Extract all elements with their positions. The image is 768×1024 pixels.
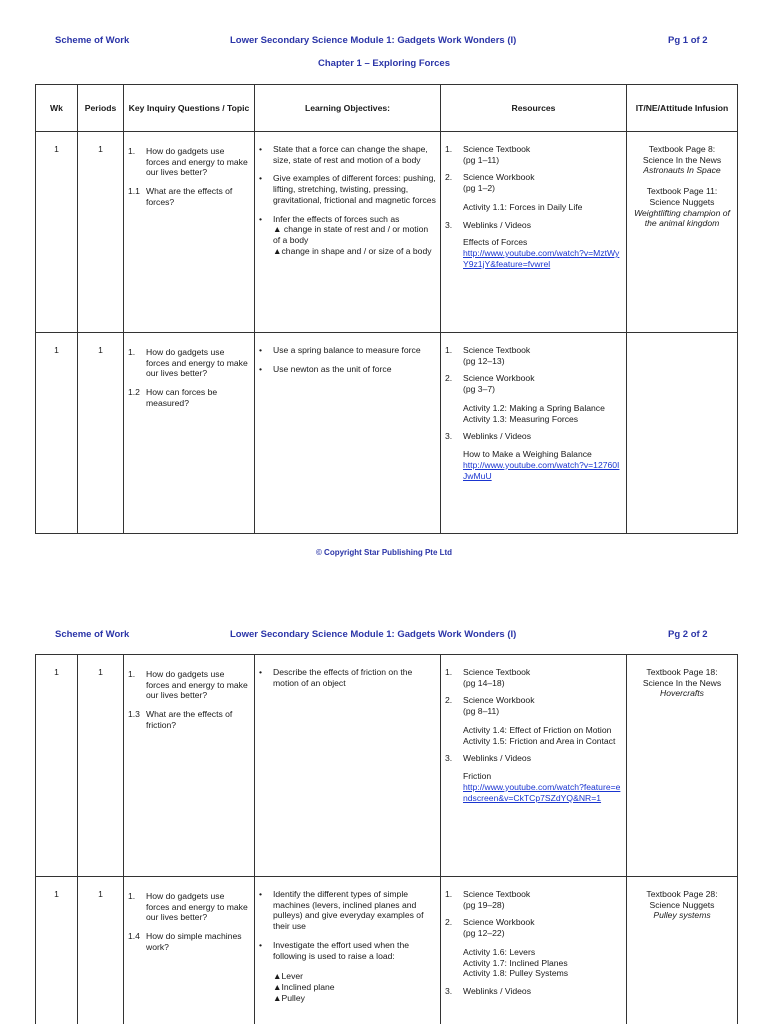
inquiry-cell xyxy=(124,132,255,333)
inquiry-cell xyxy=(124,333,255,534)
table-row xyxy=(36,877,738,1024)
objective-item: • Infer the effects of forces such as ▲ change in state of rest and / or motion of a body ▲change in shape and / or size of a body xyxy=(259,213,432,256)
inquiry-question: 1. How do gadgets use forces and energy to make our lives better? xyxy=(128,891,248,923)
col-header-infusion: IT/NE/Attitude Infusion xyxy=(627,85,738,132)
activity-list: Activity 1.6: Levers Activity 1.7: Inclined Planes Activity 1.8: Pulley Systems xyxy=(463,946,569,979)
resource-item: 3. Weblinks / Videos xyxy=(445,431,531,442)
infusion-text: Textbook Page 28: xyxy=(646,889,718,899)
periods-cell: 1 xyxy=(78,655,124,877)
objective-item: • State that a force can change the shape, size, state of rest and motion of a body xyxy=(259,144,428,165)
wk-cell: 1 xyxy=(36,655,78,877)
periods-cell: 1 xyxy=(78,132,124,333)
resource-item: 3. Weblinks / Videos xyxy=(445,753,531,764)
inquiry-topic: 1.4 How do simple machines work? xyxy=(128,931,242,952)
infusion-text: Astronauts In Space xyxy=(643,165,721,176)
video-link[interactable]: http://www.youtube.com/watch?v=MztWyY9z1jY&feature=fvwrel xyxy=(463,248,620,269)
resource-item: 2. Science Workbook (pg 8–11) xyxy=(445,695,535,717)
infusion-cell xyxy=(627,655,738,877)
resources-cell xyxy=(441,333,627,534)
col-header-learning-objectives: Learning Objectives: xyxy=(255,85,441,132)
resource-item: 2. Science Workbook (pg 3–7) xyxy=(445,373,535,395)
resource-item: 1. Science Textbook (pg 1–11) xyxy=(445,144,531,165)
inquiry-question: 1. How do gadgets use forces and energy to make our lives better? xyxy=(128,347,248,379)
col-header-periods: Periods xyxy=(78,85,124,132)
resources-cell xyxy=(441,132,627,333)
table-row xyxy=(36,132,738,333)
wk-cell: 1 xyxy=(36,333,78,534)
wk-cell: 1 xyxy=(36,877,78,1024)
infusion-text: Science Nuggets xyxy=(649,899,715,910)
table-row xyxy=(36,333,738,534)
video-resource xyxy=(445,771,622,803)
col-header-resources: Resources xyxy=(441,85,627,132)
table-header-row xyxy=(36,85,738,132)
resource-item: 2. Science Workbook (pg 1–2) xyxy=(445,172,535,194)
scheme-table-page1 xyxy=(35,84,738,534)
infusion-text: Textbook Page 11: xyxy=(646,186,718,197)
video-title: Effects of Forces xyxy=(463,237,528,248)
video-resource xyxy=(445,237,622,269)
activity-list: Activity 1.2: Making a Spring Balance Activity 1.3: Measuring Forces xyxy=(463,402,605,424)
infusion-cell xyxy=(627,333,738,534)
infusion-text: Hovercrafts xyxy=(660,688,704,699)
video-title: How to Make a Weighing Balance xyxy=(463,449,592,460)
scheme-table-page2 xyxy=(35,654,738,1024)
objective-item: • Investigate the effort used when the following is used to raise a load: xyxy=(259,939,410,961)
resource-item: 1. Science Textbook (pg 19–28) xyxy=(445,889,531,910)
objective-item: • Describe the effects of friction on the motion of an object xyxy=(259,667,413,688)
infusion-cell xyxy=(627,132,738,333)
infusion-text: Science In the News xyxy=(642,154,722,165)
scheme-of-work-label: Scheme of Work xyxy=(55,35,130,46)
infusion-text: Textbook Page 18: xyxy=(646,667,718,677)
objective-sublist: ▲Lever ▲Inclined plane ▲Pulley xyxy=(273,971,335,1003)
objective-item: • Identify the different types of simple machines (levers, inclined planes and pulleys) and give everyday examples of their use xyxy=(259,889,424,932)
inquiry-topic: 1.2 How can forces be measured? xyxy=(128,387,218,408)
infusion-text: Textbook Page 8: xyxy=(648,144,716,154)
video-resource xyxy=(445,449,622,481)
video-title: Friction xyxy=(463,771,492,782)
video-link[interactable]: http://www.youtube.com/watch?v=12760IJwMuU xyxy=(463,459,620,481)
col-header-key-inquiry: Key Inquiry Questions / Topic xyxy=(124,85,255,132)
page-number: Pg 1 of 2 xyxy=(668,35,708,46)
page-number: Pg 2 of 2 xyxy=(668,629,708,640)
infusion-text: Weightlifting champion of the animal kingdom xyxy=(634,207,730,229)
copyright-footer: © Copyright Star Publishing Pte Ltd xyxy=(315,548,453,557)
wk-cell: 1 xyxy=(36,132,78,333)
module-title: Lower Secondary Science Module 1: Gadgets Work Wonders (I) xyxy=(230,35,517,46)
video-link[interactable]: http://www.youtube.com/watch?feature=endscreen&v=CkTCp7SZdYQ&NR=1 xyxy=(463,781,621,803)
col-header-wk: Wk xyxy=(36,85,78,132)
resource-item: 1. Science Textbook (pg 12–13) xyxy=(445,345,531,366)
objectives-cell xyxy=(255,655,441,877)
periods-cell: 1 xyxy=(78,877,124,1024)
objective-item: • Give examples of different forces: pushing, lifting, stretching, twisting, pressing, gravitational, frictional and magnetic forces xyxy=(259,173,436,205)
activity-list: Activity 1.4: Effect of Friction on Motion Activity 1.5: Friction and Area in Contact xyxy=(463,724,616,746)
activity-list: Activity 1.1: Forces in Daily Life xyxy=(463,201,583,212)
resource-item: 3. Weblinks / Videos xyxy=(445,219,531,230)
infusion-text: Science In the News xyxy=(642,677,722,688)
infusion-text: Pulley systems xyxy=(653,910,711,921)
resource-item: 2. Science Workbook (pg 12–22) xyxy=(445,917,535,939)
objectives-cell xyxy=(255,333,441,534)
objective-item: • Use newton as the unit of force xyxy=(259,363,392,374)
infusion-text: Science Nuggets xyxy=(649,196,715,207)
inquiry-topic: 1.3 What are the effects of friction? xyxy=(128,709,233,730)
module-title: Lower Secondary Science Module 1: Gadgets Work Wonders (I) xyxy=(230,629,517,640)
inquiry-cell xyxy=(124,655,255,877)
objective-item: • Use a spring balance to measure force xyxy=(259,345,421,355)
scheme-of-work-label: Scheme of Work xyxy=(55,629,130,640)
table-row xyxy=(36,655,738,877)
resources-cell xyxy=(441,655,627,877)
chapter-title: Chapter 1 – Exploring Forces xyxy=(318,58,450,69)
resources-cell xyxy=(441,877,627,1024)
infusion-cell xyxy=(627,877,738,1024)
inquiry-topic: 1.1 What are the effects of forces? xyxy=(128,186,233,207)
inquiry-cell xyxy=(124,877,255,1024)
objectives-cell xyxy=(255,877,441,1024)
objectives-cell xyxy=(255,132,441,333)
resource-item: 3. Weblinks / Videos xyxy=(445,986,531,997)
periods-cell: 1 xyxy=(78,333,124,534)
resource-item: 1. Science Textbook (pg 14–18) xyxy=(445,667,531,688)
inquiry-question: 1. How do gadgets use forces and energy to make our lives better? xyxy=(128,669,248,701)
inquiry-question: 1. How do gadgets use forces and energy to make our lives better? xyxy=(128,146,248,178)
